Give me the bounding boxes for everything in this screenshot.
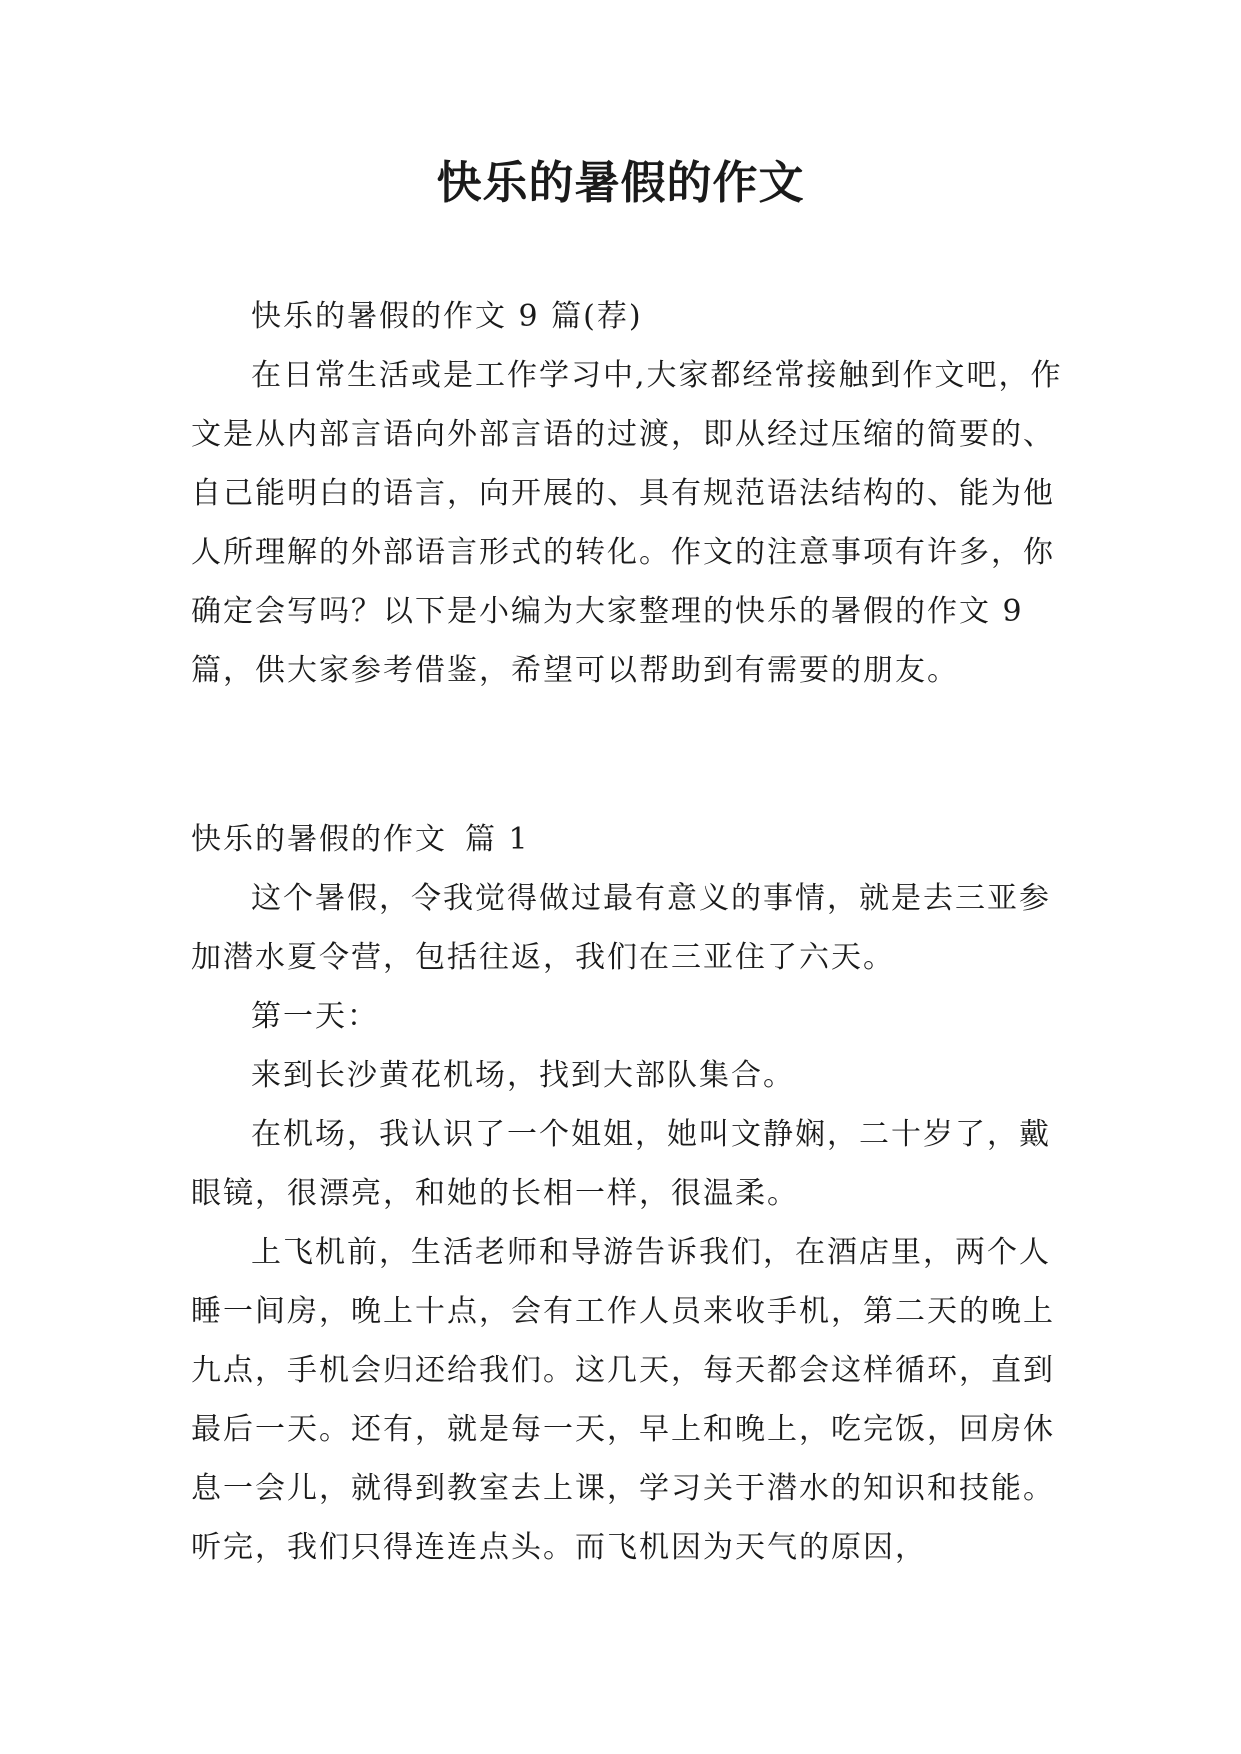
section-paragraph: 第一天： bbox=[251, 999, 379, 1034]
section-paragraph: 来到长沙黄花机场，找到大部队集合。 bbox=[251, 1058, 795, 1093]
intro-block bbox=[191, 287, 1081, 700]
section-paragraph: 这个暑假，令我觉得做过最有意义的事情，就是去三亚参加潜水夏令营，包括往返，我们在三亚住了六天。 bbox=[191, 881, 1051, 975]
section-heading-number: 篇 1 bbox=[465, 822, 530, 857]
section-heading-title: 快乐的暑假的作文 bbox=[191, 822, 447, 857]
section-paragraph: 上飞机前，生活老师和导游告诉我们，在酒店里，两个人睡一间房，晚上十点，会有工作人员来收手机，第二天的晚上九点，手机会归还给我们。这几天，每天都会这样循环，直到最后一天。还有，就是每一天，早上和晚上，吃完饭，回房休息一会儿，就得到教室去上课，学习关于潜水的知识和技能。听完，我们只得连连点头。而飞机因为天气的原因， bbox=[191, 1235, 1055, 1565]
intro-subtitle: 快乐的暑假的作文 9 篇(荐) bbox=[251, 299, 643, 334]
intro-paragraph: 在日常生活或是工作学习中,大家都经常接触到作文吧，作文是从内部言语向外部言语的过渡，即从经过压缩的简要的、自己能明白的语言，向开展的、具有规范语法结构的、能为他人所理解的外部语言形式的转化。作文的注意事项有许多，你确定会写吗？以下是小编为大家整理的快乐的暑假的作文 9 篇，供大家参考借鉴，希望可以帮助到有需要的朋友。 bbox=[191, 358, 1063, 688]
section-paragraph: 在机场，我认识了一个姐姐，她叫文静娴，二十岁了，戴眼镜，很漂亮，和她的长相一样，很温柔。 bbox=[191, 1117, 1051, 1211]
section-1 bbox=[191, 810, 1081, 1577]
section-heading bbox=[191, 810, 1081, 869]
document-title: 快乐的暑假的作文 bbox=[436, 156, 805, 209]
